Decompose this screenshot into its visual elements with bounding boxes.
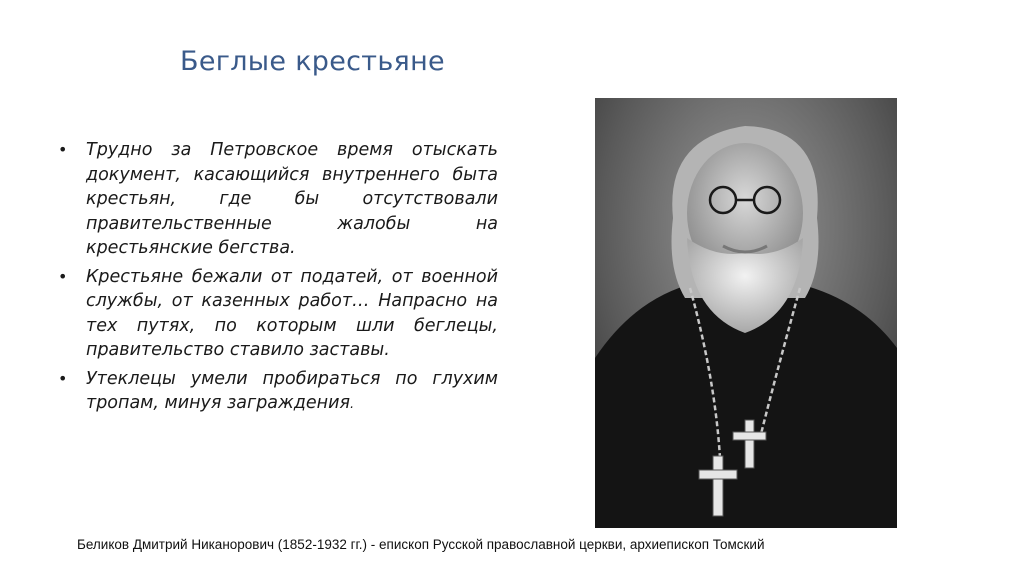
bullet-marker: • [58,368,68,388]
bullet-item-2 [58,265,498,363]
bullet-text-3: Утеклецы умели пробираться по глухим тропам, минуя заграждения [86,368,498,413]
photo-caption: Беликов Дмитрий Никанорович (1852-1932 гг.) - епископ Русской православной церкви, архиепископ Томский [77,537,765,552]
portrait-illustration [595,98,897,528]
bullet-marker: • [58,140,68,159]
bullet-list [58,138,498,422]
bullet-item-3 [58,367,498,418]
bullet-item-1 [58,138,498,261]
bullet-marker: • [58,266,68,286]
bullet-text-1: Трудно за Петровское время отыскать документ, касающийся внутреннего быта крестьян, где бы отсутствовали правительственные жалобы на крестьянские бегства. [86,140,498,258]
bullet-text-3-tail: . [350,397,355,412]
slide-title: Беглые крестьяне [180,46,445,77]
bullet-text-2: Крестьяне бежали от податей, от военной службы, от казенных работ… Напрасно на тех путях, по которым шли беглецы, правительство ставило заставы. [86,266,498,360]
portrait-photo [595,98,897,528]
